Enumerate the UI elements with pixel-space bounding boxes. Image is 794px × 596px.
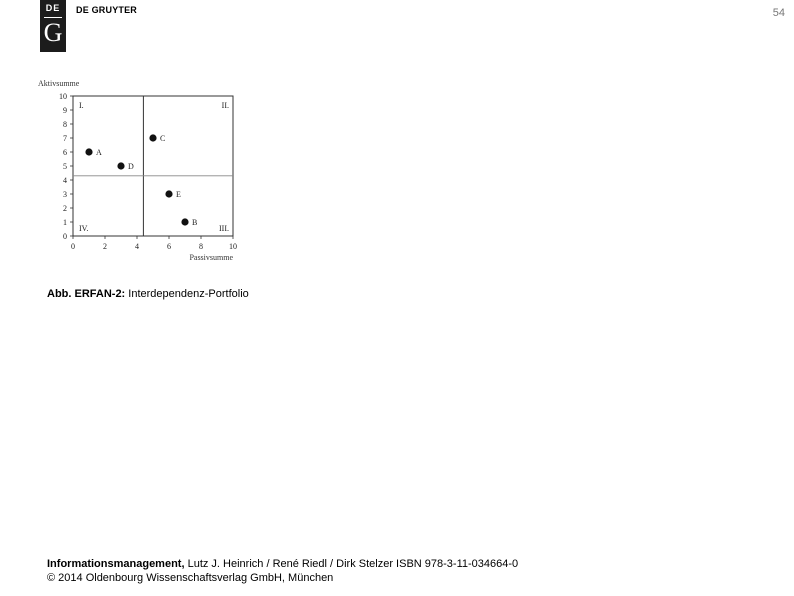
footer-authors: Lutz J. Heinrich / René Riedl / Dirk Stelzer ISBN 978-3-11-034664-0: [184, 558, 519, 570]
figure-caption: [47, 288, 249, 300]
data-point-label-c: C: [160, 134, 166, 143]
footer-book-title: Informationsmanagement,: [47, 558, 185, 570]
x-tick-label: 0: [71, 242, 75, 251]
y-tick-label: 7: [63, 134, 67, 143]
data-point-d: [117, 162, 124, 169]
data-point-e: [165, 190, 172, 197]
plot-frame: [73, 96, 233, 236]
y-axis-label: Aktivsumme: [38, 79, 80, 88]
footer: [47, 557, 518, 585]
caption-label: Abb. ERFAN-2:: [47, 288, 126, 300]
y-tick-label: 5: [63, 162, 67, 171]
quadrant-label-i: I.: [79, 101, 84, 110]
de-gruyter-logo: [40, 0, 66, 52]
footer-citation: [47, 557, 518, 571]
x-tick-label: 2: [103, 242, 107, 251]
x-tick-label: 6: [167, 242, 171, 251]
portfolio-chart: [35, 76, 245, 266]
publisher-name: DE GRUYTER: [76, 5, 138, 15]
y-tick-label: 3: [63, 190, 67, 199]
x-axis-label: Passivsumme: [189, 253, 233, 262]
portfolio-figure: [35, 76, 245, 266]
x-tick-label: 10: [229, 242, 237, 251]
page-number: 54: [772, 7, 785, 19]
y-tick-label: 8: [63, 120, 67, 129]
y-tick-label: 1: [63, 218, 67, 227]
logo-top-text: DE: [45, 3, 61, 13]
y-tick-label: 4: [63, 176, 67, 185]
quadrant-label-iii: III.: [219, 224, 229, 233]
data-point-a: [85, 148, 92, 155]
quadrant-label-ii: II.: [221, 101, 229, 110]
x-tick-label: 8: [199, 242, 203, 251]
data-point-label-d: D: [128, 162, 134, 171]
y-tick-label: 0: [63, 232, 67, 241]
y-tick-label: 9: [63, 106, 67, 115]
y-tick-label: 2: [63, 204, 67, 213]
quadrant-label-iv: IV.: [79, 224, 89, 233]
data-point-label-b: B: [192, 218, 198, 227]
y-tick-label: 6: [63, 148, 67, 157]
x-tick-label: 4: [135, 242, 139, 251]
footer-copyright: © 2014 Oldenbourg Wissenschaftsverlag GmbH, München: [47, 572, 334, 584]
data-point-b: [181, 218, 188, 225]
data-point-c: [149, 134, 156, 141]
data-point-label-e: E: [176, 190, 181, 199]
logo-bottom-text: G: [43, 18, 63, 47]
y-tick-label: 10: [59, 92, 67, 101]
caption-text: Interdependenz-Portfolio: [125, 288, 249, 300]
data-point-label-a: A: [96, 148, 102, 157]
